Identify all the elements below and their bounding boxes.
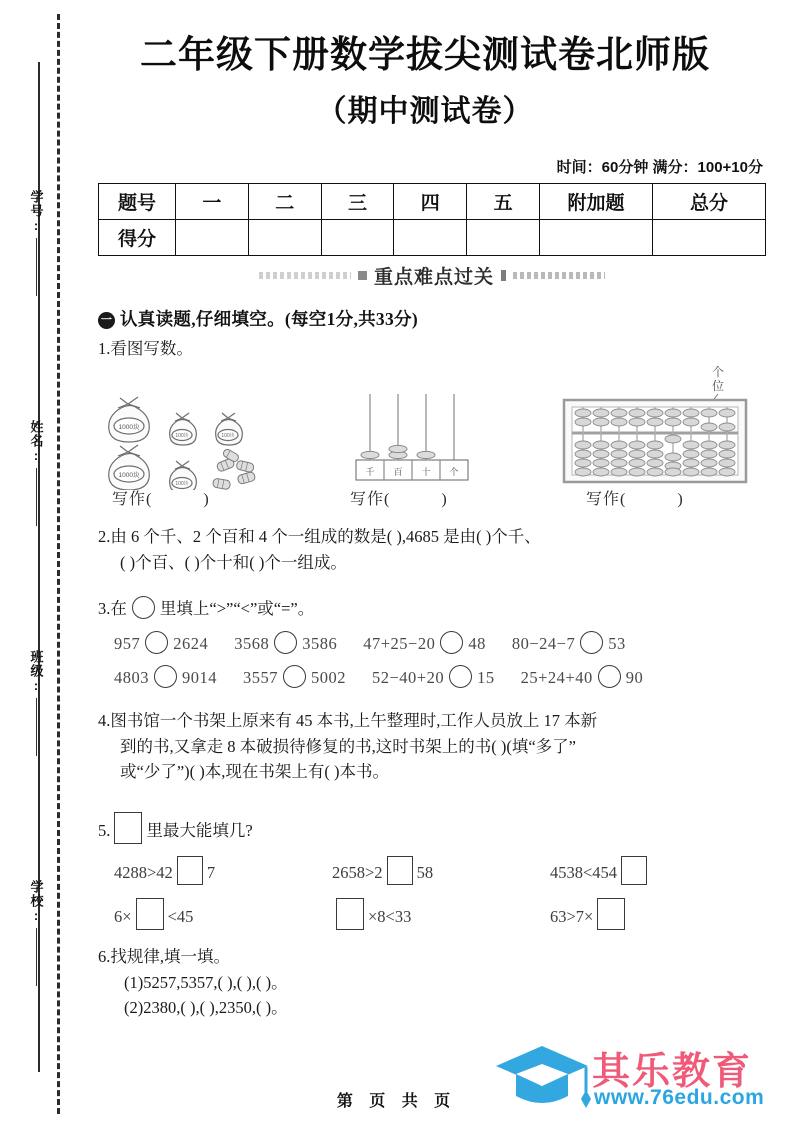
compare-right-5: 9014: [182, 668, 217, 688]
q5-right-4: <45: [167, 906, 194, 926]
student-info-margin: [14, 0, 58, 1122]
q5-left-1: 4288>42: [114, 863, 173, 882]
cell-q1: 一: [176, 184, 249, 220]
counter-label-ones: 个: [449, 467, 459, 477]
q5-item-4: [114, 898, 332, 930]
place-value-counter-illustration: [354, 386, 486, 490]
question-2-line-1: 2.由 6 个千、2 个百和 4 个一组成的数是( ),4685 是由( )个千、: [98, 527, 541, 546]
loose-coins: [212, 448, 255, 490]
question-6: [98, 944, 774, 1021]
question-4-line-2: 到的书,又拿走 8 本破损待修复的书,这时书架上的书( )(填“多了”: [120, 736, 577, 756]
svg-text:位: 位: [712, 379, 725, 393]
question-2-line-2: ( )个百、( )个十和( )个一组成。: [120, 552, 347, 572]
question-3-prompt: [98, 596, 770, 622]
counter-label-thousands: 千: [365, 467, 375, 477]
compare-left-3: 47+25−20: [363, 633, 436, 653]
score-blank-2[interactable]: [248, 220, 321, 256]
question-5-prompt-a: 5.: [98, 821, 111, 840]
small-bag-1: [170, 413, 197, 445]
svg-text:100块: 100块: [221, 433, 235, 439]
sidebar-item-class: [14, 650, 58, 756]
answer-circle[interactable]: [598, 665, 621, 688]
sidebar-item-student-id: [14, 190, 58, 296]
bead-hundreds-2: [389, 445, 407, 452]
question-3-row-2: [114, 665, 770, 691]
page-footer: 第 页 共 页: [336, 1093, 457, 1110]
answer-circle[interactable]: [274, 631, 297, 654]
compare-left-2: 3568: [234, 633, 270, 653]
abacus-ones-label: 个: [712, 365, 725, 379]
answer-box[interactable]: [114, 812, 142, 844]
question-3-prompt-b: 里填上“>”“<”或“=”。: [159, 599, 315, 618]
q5-left-2: 2658>2: [332, 863, 383, 882]
score-blank-4[interactable]: [394, 220, 467, 256]
sidebar-label-class: 班级:: [28, 650, 44, 694]
write-line: [36, 928, 37, 986]
question-5-row-1: [114, 856, 774, 886]
compare-right-6: 5002: [311, 668, 346, 688]
sidebar-label-student-id: 学号:: [28, 190, 44, 234]
question-5-prompt-b: 里最大能填几?: [146, 821, 253, 840]
score-table: [98, 183, 766, 256]
banner-square-left-icon: [358, 271, 367, 280]
page-title: 二年级下册数学拔尖测试卷北师版: [140, 34, 710, 75]
q5-item-5: [332, 898, 550, 930]
answer-box[interactable]: [177, 856, 203, 885]
small-bag-2: [216, 413, 243, 445]
svg-text:100块: 100块: [175, 433, 189, 439]
counter-label-tens: 十: [421, 467, 431, 477]
q5-left-4: 6×: [114, 906, 132, 926]
compare-right-2: 3586: [302, 633, 338, 653]
answer-box[interactable]: [387, 856, 413, 885]
compare-left-8: 25+24+40: [520, 668, 593, 688]
question-4: [98, 708, 774, 785]
q5-item-1: [114, 856, 332, 886]
svg-text:1000块: 1000块: [118, 424, 140, 431]
sidebar-item-name: [14, 420, 58, 526]
cell-q2: 二: [248, 184, 321, 220]
compare-left-1: 957: [114, 633, 141, 653]
abacus-illustration: [550, 360, 762, 492]
bead-tens: [417, 451, 435, 458]
answer-box[interactable]: [336, 898, 364, 930]
score-blank-5[interactable]: [467, 220, 540, 256]
q5-left-3: 4538<454: [550, 863, 618, 882]
q5-item-6: [550, 898, 768, 930]
question-1-illustrations: [98, 360, 774, 510]
write-line: [36, 238, 37, 296]
compare-left-7: 52−40+20: [372, 668, 445, 688]
table-row: [99, 220, 766, 256]
question-1-title: 1.看图写数。: [98, 339, 193, 358]
q5-item-3: [550, 856, 768, 886]
banner-square-right-icon: [501, 270, 506, 281]
write-label-1: [112, 486, 210, 509]
question-4-line-3: 或“少了”)( )本,现在书架上有( )本书。: [120, 762, 389, 782]
table-row: [99, 184, 766, 220]
compare-right-4: 53: [608, 633, 626, 653]
sidebar-label-name: 姓名:: [28, 420, 44, 464]
write-label-3: [586, 486, 684, 509]
answer-circle[interactable]: [283, 665, 306, 688]
write-close-text: ): [441, 491, 448, 508]
answer-circle[interactable]: [132, 596, 155, 619]
write-label-text: 写作(: [350, 491, 391, 508]
banner-dash-left: [259, 272, 351, 279]
q5-right-2: 58: [416, 863, 434, 882]
answer-circle[interactable]: [145, 631, 168, 654]
sidebar-item-school: [14, 880, 58, 986]
svg-text:1000块: 1000块: [118, 472, 140, 479]
brand-name: 其乐教育: [592, 1051, 753, 1093]
write-label-text: 写作(: [112, 491, 153, 508]
question-6-title: 6.找规律,填一填。: [98, 947, 230, 966]
cell-question-number-header: 题号: [99, 184, 176, 220]
question-6-line-2: (2)2380,( ),( ),2350,( )。: [124, 998, 288, 1018]
write-close-text: ): [677, 491, 684, 508]
counter-label-hundreds: 百: [393, 467, 403, 477]
cell-total: 总分: [653, 184, 766, 220]
cell-q5: 五: [467, 184, 540, 220]
section-banner: [98, 262, 766, 288]
compare-right-7: 15: [477, 668, 495, 688]
question-6-line-1: (1)5257,5357,( ),( ),( )。: [124, 972, 288, 992]
section-marker-one: 一: [98, 312, 115, 329]
answer-circle[interactable]: [580, 631, 603, 654]
answer-circle[interactable]: [440, 631, 463, 654]
q5-left-6: 63>7×: [550, 906, 594, 926]
q5-right-1: 7: [206, 863, 216, 882]
cell-score-header: 得分: [99, 220, 176, 256]
score-blank-3[interactable]: [321, 220, 394, 256]
big-bag-1: [109, 397, 150, 442]
write-label-2: [350, 486, 448, 509]
big-bag-2: [109, 445, 150, 490]
score-blank-1[interactable]: [176, 220, 249, 256]
section-one-heading: [98, 306, 768, 331]
q5-right-5: ×8<33: [368, 906, 412, 926]
cell-bonus: 附加题: [540, 184, 653, 220]
write-line: [36, 698, 37, 756]
compare-left-4: 80−24−7: [511, 633, 576, 653]
answer-circle[interactable]: [154, 665, 177, 688]
q5-item-2: [332, 856, 550, 886]
write-label-text: 写作(: [586, 491, 627, 508]
compare-right-8: 90: [625, 668, 644, 688]
write-line: [36, 468, 37, 526]
question-2: [98, 524, 770, 575]
score-blank-total[interactable]: [653, 220, 766, 256]
page-subtitle: （期中测试卷）: [316, 95, 534, 128]
banner-dash-right: [513, 272, 605, 279]
question-3-row-1: [114, 631, 770, 657]
question-5-prompt: [98, 812, 774, 844]
bead-thousands: [361, 451, 379, 458]
answer-box[interactable]: [597, 898, 625, 930]
answer-box[interactable]: [621, 856, 647, 885]
cell-q4: 四: [394, 184, 467, 220]
banner-title: 重点难点过关: [373, 266, 494, 288]
question-5: [98, 812, 774, 930]
exam-meta-info: 时间：60分钟 满分：100+10分: [556, 159, 763, 176]
compare-right-1: 2624: [173, 633, 209, 653]
svg-text:100块: 100块: [175, 481, 189, 487]
sidebar-label-school: 学校:: [28, 880, 44, 924]
answer-box[interactable]: [136, 898, 164, 930]
answer-circle[interactable]: [449, 665, 472, 688]
brand-url: www.76edu.com: [594, 1086, 765, 1109]
compare-left-6: 3557: [243, 668, 278, 688]
question-3: [98, 596, 770, 691]
score-blank-bonus[interactable]: [540, 220, 653, 256]
question-4-line-1: 4.图书馆一个书架上原来有 45 本书,上午整理时,工作人员放上 17 本新: [98, 711, 598, 730]
money-bags-illustration: [104, 386, 319, 490]
compare-left-5: 4803: [114, 668, 149, 688]
write-close-text: ): [203, 491, 210, 508]
section-one-text: 认真读题,仔细填空。(每空1分,共33分): [120, 309, 418, 329]
cell-q3: 三: [321, 184, 394, 220]
compare-right-3: 48: [468, 633, 486, 653]
question-5-row-2: [114, 898, 774, 930]
question-3-prompt-a: 3.在: [98, 599, 127, 618]
